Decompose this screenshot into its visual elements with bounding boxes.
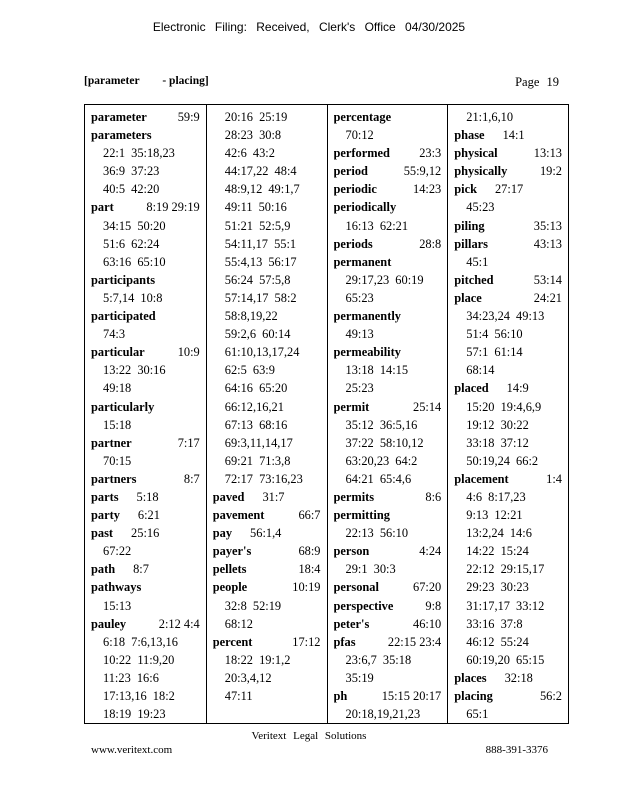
index-entry	[454, 669, 562, 687]
index-term: periodic	[333, 182, 377, 197]
index-term: percentage	[333, 110, 392, 124]
index-references-continued: 21:1,6,10	[466, 110, 514, 124]
index-references-continued: 5:7,14 10:8	[103, 290, 163, 305]
index-entry	[334, 578, 442, 596]
index-references-continued: 70:12	[345, 128, 374, 143]
index-term: partners	[91, 471, 137, 486]
index-references-continued: 74:3	[103, 327, 126, 342]
index-references-continued: 34:23,24 49:13	[466, 309, 545, 324]
index-references: 35:13	[533, 218, 562, 233]
index-references-continued: 25:23	[345, 381, 374, 396]
index-term: part	[91, 200, 114, 215]
index-references-continued: 69:21 71:3,8	[224, 453, 291, 468]
index-entry	[334, 108, 442, 126]
index-references: 31:7	[262, 489, 285, 504]
index-references-continued: 18:22 19:1,2	[224, 652, 291, 667]
index-entry	[454, 289, 562, 307]
footer-phone: 888-391-3376	[485, 744, 548, 756]
index-entry	[91, 126, 200, 144]
index-references-continued: 34:15 50:20	[103, 218, 166, 233]
index-references-continued: 4:6 8:17,23	[466, 489, 526, 504]
index-entry	[334, 488, 442, 506]
index-entry	[454, 271, 562, 289]
index-entry	[91, 343, 200, 361]
index-entry	[454, 235, 562, 253]
index-term: physical	[454, 146, 498, 161]
index-entry	[91, 578, 200, 596]
index-references-continued: 45:1	[466, 254, 489, 269]
index-references: 13:13	[533, 146, 562, 161]
index-term: participated	[91, 309, 156, 324]
index-references-continued: 58:8,19,22	[224, 309, 278, 324]
index-term: permit	[333, 399, 370, 414]
index-entry	[213, 524, 321, 542]
index-entry	[213, 488, 321, 506]
index-references-continued: 18:19 19:23	[103, 707, 166, 722]
index-term: particularly	[91, 399, 155, 414]
index-term: permeability	[333, 345, 401, 360]
index-entry	[91, 271, 200, 289]
index-references: 8:6	[425, 489, 442, 504]
index-references-continued: 61:10,13,17,24	[224, 345, 300, 360]
index-references-continued: 60:19,20 65:15	[466, 652, 545, 667]
index-references-continued: 20:16 25:19	[224, 110, 288, 124]
page-number: Page 19	[515, 75, 559, 89]
index-references: 7:17	[177, 435, 200, 450]
filing-stamp-header: Electronic Filing: Received, Clerk's Office 04/30/2025	[152, 20, 466, 34]
index-references-continued: 13:18 14:15	[345, 363, 409, 378]
index-references-continued: 54:11,17 55:1	[224, 236, 297, 251]
index-term: perspective	[333, 598, 394, 613]
index-references-continued: 63:20,23 64:2	[345, 453, 418, 468]
index-references-continued: 15:20 19:4,6,9	[466, 399, 542, 414]
index-references-continued: 68:14	[466, 363, 495, 378]
index-entry	[213, 560, 321, 578]
index-term: permanently	[333, 309, 401, 324]
index-references-continued: 69:3,11,14,17	[224, 435, 293, 450]
index-references: 9:8	[425, 598, 442, 613]
index-references-continued: 19:12 30:22	[466, 417, 529, 432]
index-references-continued: 10:22 11:9,20	[103, 652, 175, 667]
index-term: phase	[454, 128, 485, 143]
index-references-continued: 11:23 16:6	[103, 670, 159, 685]
index-references: 15:15 20:17	[381, 689, 442, 703]
index-references-continued: 14:22 15:24	[466, 544, 529, 559]
index-references-continued: 23:6,7 35:18	[345, 652, 412, 667]
index-entry	[334, 144, 442, 162]
index-references-continued: 36:9 37:23	[103, 164, 160, 179]
index-term: people	[212, 580, 248, 595]
index-references: 56:2	[539, 689, 562, 703]
index-entry	[334, 542, 442, 560]
index-term: placement	[454, 471, 509, 486]
index-references: 24:21	[533, 290, 562, 305]
index-entry	[334, 235, 442, 253]
index-references: 5:18	[136, 489, 159, 504]
index-references-continued: 29:1 30:3	[345, 562, 396, 577]
index-term: parameters	[91, 128, 152, 143]
index-references-continued: 37:22 58:10,12	[345, 435, 424, 450]
index-term: pfas	[333, 634, 356, 649]
index-term: permits	[333, 489, 375, 504]
index-term: physically	[454, 164, 508, 179]
index-references: 23:3	[419, 146, 442, 161]
index-references: 4:24	[419, 544, 442, 559]
index-references: 46:10	[413, 616, 442, 631]
index-references-continued: 33:18 37:12	[466, 435, 529, 450]
index-references-continued: 67:13 68:16	[224, 417, 288, 432]
index-references: 19:2	[539, 164, 562, 179]
index-references-continued: 51:4 56:10	[466, 327, 523, 342]
index-references-continued: 65:23	[345, 290, 374, 305]
footer-company: Veritext Legal Solutions	[251, 730, 367, 742]
index-references: 28:8	[419, 236, 442, 251]
index-references-continued: 6:18 7:6,13,16	[103, 634, 178, 649]
index-entry	[91, 108, 200, 126]
index-term: pathways	[91, 580, 142, 595]
index-references: 8:7	[183, 471, 200, 486]
index-references-continued: 9:13 12:21	[466, 508, 523, 523]
index-entry	[91, 560, 200, 578]
index-term: pavement	[212, 508, 265, 523]
index-references-continued: 51:21 52:5,9	[224, 218, 291, 233]
index-entry	[91, 506, 200, 524]
index-entry	[91, 524, 200, 542]
index-references-continued: 44:17,22 48:4	[224, 164, 297, 179]
index-references-continued: 22:13 56:10	[345, 526, 409, 541]
index-term: peter's	[333, 616, 370, 631]
index-references: 18:4	[298, 562, 321, 577]
index-references-continued: 64:21 65:4,6	[345, 471, 412, 486]
index-references-continued: 51:6 62:24	[103, 236, 160, 251]
index-references-continued: 22:1 35:18,23	[103, 146, 175, 161]
index-entry	[213, 633, 321, 651]
index-references: 25:16	[131, 526, 160, 541]
index-column-2	[206, 105, 327, 723]
footer-website: www.veritext.com	[91, 744, 173, 756]
index-references-continued: 20:3,4,12	[224, 670, 272, 685]
index-term: periodically	[333, 200, 397, 215]
index-entry	[334, 253, 442, 271]
index-entry	[334, 506, 442, 524]
index-entry	[213, 506, 321, 524]
index-references-continued: 15:13	[103, 598, 132, 613]
index-term: piling	[454, 218, 485, 233]
index-references: 25:14	[413, 399, 442, 414]
index-references-continued: 33:16 37:8	[466, 616, 523, 631]
index-references-continued: 31:17,17 33:12	[466, 598, 545, 613]
index-entry	[454, 162, 562, 180]
index-references-continued: 64:16 65:20	[224, 381, 288, 396]
index-entry	[334, 398, 442, 416]
index-references-continued: 62:5 63:9	[224, 363, 275, 378]
index-references-continued: 49:13	[345, 327, 374, 342]
index-references: 59:9	[177, 110, 200, 124]
index-references-continued: 49:11 50:16	[224, 200, 287, 215]
index-references-continued: 48:9,12 49:1,7	[224, 182, 300, 197]
index-term: personal	[333, 580, 379, 595]
index-references-continued: 67:22	[103, 544, 132, 559]
index-references-continued: 55:4,13 56:17	[224, 254, 297, 269]
index-term: permitting	[333, 508, 390, 523]
index-entry	[213, 578, 321, 596]
index-term: partner	[91, 435, 132, 450]
index-references-continued: 28:23 30:8	[224, 128, 282, 143]
index-references: 6:21	[137, 508, 160, 523]
index-term: places	[454, 670, 487, 685]
index-references-continued: 35:12 36:5,16	[345, 417, 418, 432]
index-term: paved	[212, 489, 245, 504]
index-entry	[213, 542, 321, 560]
index-entry	[454, 217, 562, 235]
index-references-continued: 15:18	[103, 417, 132, 432]
index-entry	[91, 198, 200, 216]
index-term: pick	[454, 182, 477, 197]
index-entry	[91, 434, 200, 452]
index-term: path	[91, 562, 116, 577]
index-term: percent	[212, 634, 253, 649]
index-references: 1:4	[546, 471, 562, 486]
index-references-continued: 13:2,24 14:6	[466, 526, 532, 541]
index-references-continued: 66:12,16,21	[224, 399, 284, 414]
index-entry	[91, 488, 200, 506]
index-references-continued: 35:19	[345, 670, 374, 685]
index-entry	[454, 379, 562, 397]
index-column-4	[447, 105, 568, 723]
index-term: period	[333, 164, 368, 179]
index-entry	[334, 162, 442, 180]
index-term: pitched	[454, 272, 494, 287]
index-term: place	[454, 290, 482, 305]
index-references-continued: 17:13,16 18:2	[103, 689, 175, 703]
index-entry	[334, 597, 442, 615]
index-references-continued: 56:24 57:5,8	[224, 272, 291, 287]
index-references: 22:15 23:4	[387, 634, 442, 649]
index-references-continued: 29:17,23 60:19	[345, 272, 424, 287]
index-references: 10:19	[292, 580, 321, 595]
index-term: placing	[454, 689, 493, 703]
index-references-continued: 22:12 29:15,17	[466, 562, 545, 577]
index-entry	[454, 144, 562, 162]
index-references-continued: 29:23 30:23	[466, 580, 529, 595]
index-entry	[454, 687, 562, 705]
index-entry	[454, 180, 562, 198]
index-references-continued: 57:1 61:14	[466, 345, 523, 360]
index-references: 14:9	[506, 381, 529, 396]
index-term: past	[91, 526, 114, 541]
index-references-continued: 20:18,19,21,23	[345, 707, 421, 722]
index-references: 32:18	[504, 670, 533, 685]
index-entry	[91, 398, 200, 416]
index-references: 56:1,4	[250, 526, 282, 541]
index-column-3	[327, 105, 448, 723]
index-range-label: [parameter - placing]	[84, 75, 209, 87]
word-index-table	[84, 104, 569, 724]
index-references-continued: 40:5 42:20	[103, 182, 160, 197]
index-references: 8:19 29:19	[146, 200, 200, 215]
index-entry	[454, 470, 562, 488]
index-references: 66:7	[298, 508, 321, 523]
index-term: pay	[212, 526, 233, 541]
index-entry	[91, 470, 200, 488]
index-references: 10:9	[177, 345, 200, 360]
index-term: pellets	[212, 562, 247, 577]
index-references-continued: 63:16 65:10	[103, 254, 166, 269]
index-references: 67:20	[413, 580, 442, 595]
index-references-continued: 47:11	[224, 689, 253, 703]
index-entry	[334, 615, 442, 633]
index-references-continued: 42:6 43:2	[224, 146, 275, 161]
index-entry	[334, 343, 442, 361]
index-entry	[334, 198, 442, 216]
index-references-continued: 70:15	[103, 453, 132, 468]
index-references-continued: 72:17 73:16,23	[224, 471, 303, 486]
index-term: pauley	[91, 616, 127, 631]
index-references-continued: 13:22 30:16	[103, 363, 166, 378]
index-term: placed	[454, 381, 489, 396]
index-references: 53:14	[533, 272, 562, 287]
index-references-continued: 32:8 52:19	[224, 598, 282, 613]
index-entry	[334, 180, 442, 198]
index-entry	[91, 307, 200, 325]
index-term: pillars	[454, 236, 488, 251]
index-references-continued: 68:12	[224, 616, 253, 631]
index-term: performed	[333, 146, 390, 161]
index-entry	[334, 307, 442, 325]
index-term: parameter	[91, 110, 147, 124]
index-term: person	[333, 544, 370, 559]
index-entry	[334, 633, 442, 651]
index-term: periods	[333, 236, 373, 251]
index-references-continued: 57:14,17 58:2	[224, 290, 297, 305]
index-references: 2:12 4:4	[158, 616, 200, 631]
index-term: ph	[333, 689, 348, 703]
index-references-continued: 50:19,24 66:2	[466, 453, 539, 468]
index-references: 14:1	[502, 128, 525, 143]
index-references-continued: 49:18	[103, 381, 132, 396]
index-term: payer's	[212, 544, 252, 559]
index-references-continued: 59:2,6 60:14	[224, 327, 291, 342]
index-references: 43:13	[533, 236, 562, 251]
index-entry	[334, 687, 442, 705]
index-entry	[454, 126, 562, 144]
index-references: 55:9,12	[403, 164, 442, 179]
index-term: particular	[91, 345, 145, 360]
index-references-continued: 16:13 62:21	[345, 218, 409, 233]
index-term: party	[91, 508, 120, 523]
index-term: permanent	[333, 254, 392, 269]
index-term: participants	[91, 272, 156, 287]
index-references-continued: 65:1	[466, 707, 489, 722]
index-references: 17:12	[292, 634, 321, 649]
index-references: 8:7	[133, 562, 149, 577]
index-column-1	[85, 105, 206, 723]
index-entry	[91, 615, 200, 633]
index-references: 27:17	[494, 182, 524, 197]
index-term: parts	[91, 489, 119, 504]
index-references-continued: 45:23	[466, 200, 495, 215]
index-references-continued: 46:12 55:24	[466, 634, 529, 649]
index-references: 68:9	[298, 544, 321, 559]
index-references: 14:23	[413, 182, 442, 197]
